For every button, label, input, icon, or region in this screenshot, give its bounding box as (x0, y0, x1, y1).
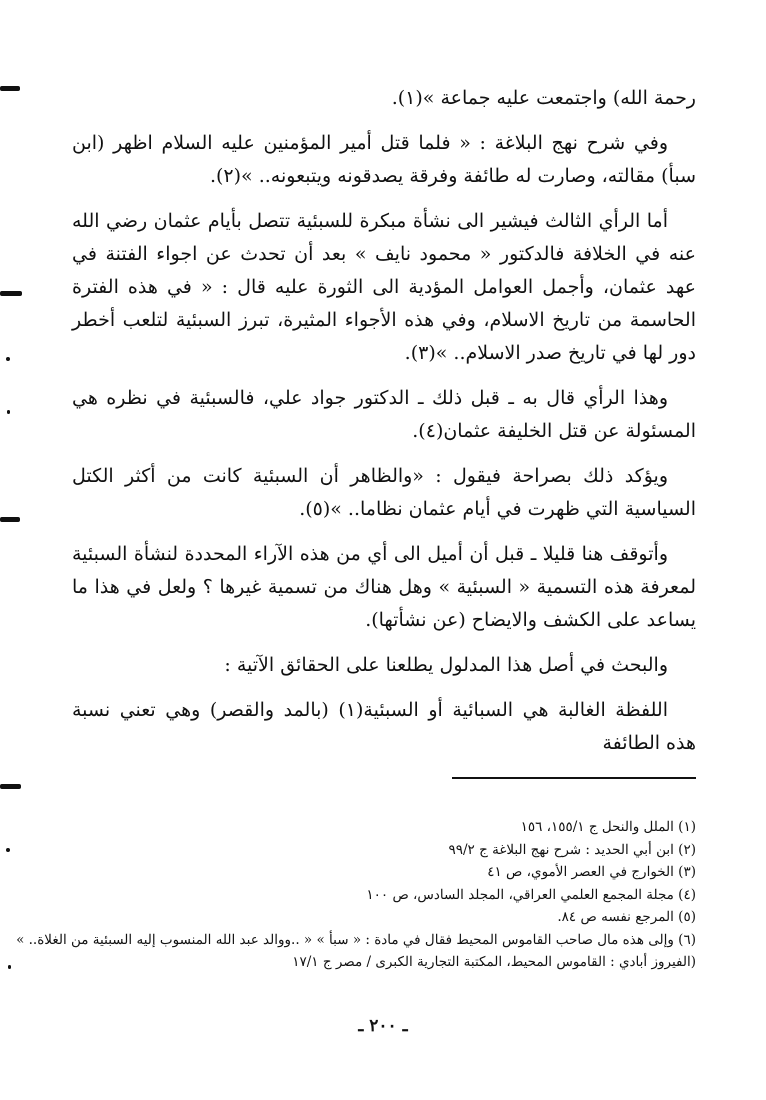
paragraph: وفي شرح نهج البلاغة : « فلما قتل أمير المؤمنين عليه السلام اظهر (ابن سبأ) مقالته، وصارت له طائفة وفرقة يصدقونه ويتبعونه.. »(٢). (72, 132, 696, 187)
footnote: (٤) مجلة المجمع العلمي العراقي، المجلد السادس، ص ١٠٠ (366, 886, 696, 903)
paragraph: والبحث في أصل هذا المدلول يطلعنا على الحقائق الآتية : (224, 654, 668, 676)
scan-mark (6, 848, 10, 852)
paragraph: رحمة الله) واجتمعت عليه جماعة »(١). (391, 87, 696, 109)
paragraph: وأتوقف هنا قليلا ـ قبل أن أميل الى أي من هذه الآراء المحددة لنشأة السبئية لمعرفة هذه التسمية « السبئية » وهل هناك من تسمية غيرها ؟ ولعل في هذا ما يساعد على الكشف والايضاح (عن نشأتها). (72, 543, 696, 631)
footnote: (١) الملل والنحل ج ١٥٥/١، ١٥٦ (520, 819, 696, 835)
footnote: (٣) الخوارج في العصر الأموي، ص ٤١ (487, 864, 696, 880)
footnotes (16, 816, 696, 974)
paragraph: اللفظة الغالبة هي السبائية أو السبئية(١) (بالمد والقصر) وهي تعني نسبة هذه الطائفة (72, 699, 696, 754)
footnote: (٢) ابن أبي الحديد : شرح نهج البلاغة ج ٩٩/٢ (448, 841, 696, 858)
scan-mark (6, 357, 10, 361)
paragraph: ويؤكد ذلك بصراحة فيقول : «والظاهر أن السبئية كانت من أكثر الكتل السياسية التي ظهرت في أيام عثمان نظاما.. »(٥). (72, 465, 696, 520)
scan-mark (0, 86, 20, 91)
scan-mark (0, 517, 20, 522)
scan-mark (8, 965, 11, 969)
paragraph: وهذا الرأي قال به ـ قبل ذلك ـ الدكتور جواد علي، فالسبئية في نظره هي المسئولة عن قتل الخليفة عثمان(٤). (72, 387, 696, 442)
footnote: (٥) المرجع نفسه ص ٨٤. (557, 909, 696, 925)
paragraph: أما الرأي الثالث فيشير الى نشأة مبكرة للسبئية تتصل بأيام عثمان رضي الله عنه في الخلافة فالدكتور « محمود نايف » بعد أن تحدث عن اجواء الفتنة في عهد عثمان، وأجمل العوامل المؤدية الى الثورة عليه قال : « في هذه الفترة الحاسمة من تاريخ الاسلام، وفي هذه الأجواء المثيرة، تبرز السبئية لتلعب أخطر دور لها في تاريخ صدر الاسلام.. »(٣). (72, 210, 696, 364)
main-text (72, 82, 696, 760)
footnote-separator (452, 777, 696, 779)
scan-mark (0, 291, 22, 296)
scan-mark (0, 784, 21, 789)
page-number: ـ ٢٠٠ ـ (358, 1016, 408, 1036)
footnote: (الفيروز أبادي : القاموس المحيط، المكتبة التجارية الكبرى / مصر ج ١٧/١ (292, 954, 696, 970)
scan-mark (7, 410, 10, 414)
footnote: (٦) وإلى هذه مال صاحب القاموس المحيط فقال في مادة : « سبأ » « ..ووالد عبد الله المنسوب إليه السبئية من الغلاة.. » (16, 931, 696, 948)
